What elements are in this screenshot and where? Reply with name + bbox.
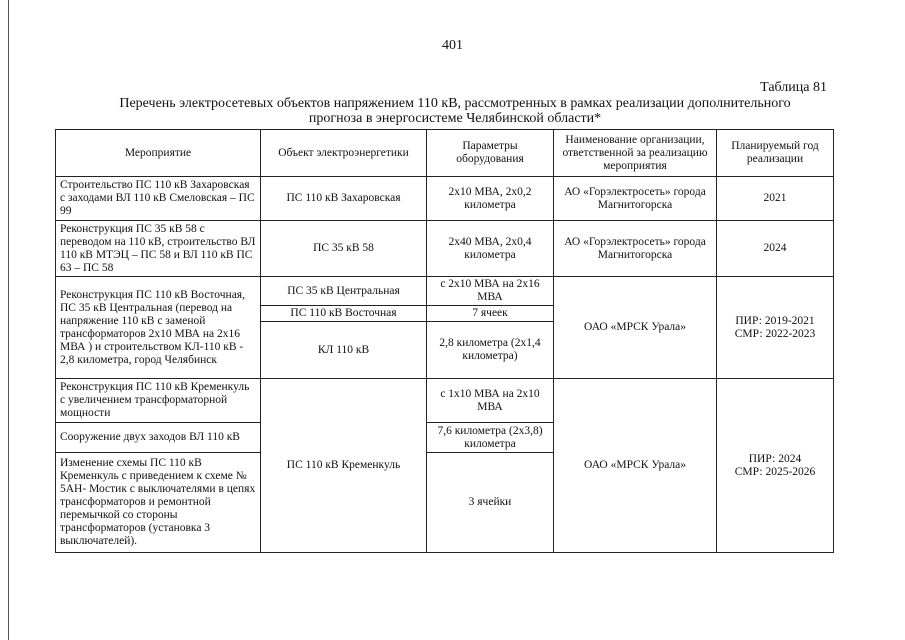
header-params: Параметры оборудования <box>427 130 554 177</box>
table-title <box>70 96 840 126</box>
year-smr: СМР: 2022-2023 <box>734 327 816 340</box>
cell-params: с 2х10 МВА на 2х16 МВА <box>427 277 554 306</box>
cell-object: ПС 35 кВ 58 <box>261 221 427 277</box>
cell-measure: Реконструкция ПС 35 кВ 58 с переводом на 110 кВ, строительство ВЛ 110 кВ МТЭЦ – ПС 58 и ВЛ 110 кВ ПС 63 – ПС 58 <box>56 221 261 277</box>
cell-measure: Строительство ПС 110 кВ Захаровская с заходами ВЛ 110 кВ Смеловская – ПС 99 <box>56 177 261 221</box>
cell-measure: Изменение схемы ПС 110 кВ Кременкуль с приведением к схеме № 5АН- Мостик с выключателями в цепях трансформаторов и ремонтной перемычкой со стороны трансформаторов (установка 3 выключателей). <box>56 453 261 553</box>
cell-params: 2,8 километра (2х1,4 километра) <box>427 322 554 379</box>
cell-object: КЛ 110 кВ <box>261 322 427 379</box>
cell-params: 7,6 километра (2х3,8) километра <box>427 423 554 453</box>
cell-org: АО «Горэлектросеть» города Магнитогорска <box>554 221 717 277</box>
header-year: Планируемый год реализации <box>717 130 834 177</box>
cell-year: 2024 <box>717 221 834 277</box>
cell-year <box>717 277 834 379</box>
title-line-1: Перечень электросетевых объектов напряжением 110 кВ, рассмотренных в рамках реализации дополнительного <box>119 96 791 111</box>
table-row <box>56 277 834 306</box>
cell-params: 7 ячеек <box>427 306 554 322</box>
cell-org: АО «Горэлектросеть» города Магнитогорска <box>554 177 717 221</box>
cell-params: с 1х10 МВА на 2х10 МВА <box>427 379 554 423</box>
cell-org: ОАО «МРСК Урала» <box>554 277 717 379</box>
page-edge-line <box>8 0 9 640</box>
page-number: 401 <box>442 38 463 53</box>
header-object: Объект электроэнергетики <box>261 130 427 177</box>
cell-object: ПС 35 кВ Центральная <box>261 277 427 306</box>
cell-measure: Сооружение двух заходов ВЛ 110 кВ <box>56 423 261 453</box>
cell-measure: Реконструкция ПС 110 кВ Восточная, ПС 35 кВ Центральная (перевод на напряжение 110 кВ с заменой трансформаторов 2х10 МВА на 2х16 МВА ) и строительством КЛ-110 кВ - 2,8 километра, город Челябинск <box>56 277 261 379</box>
year-pir: ПИР: 2019-2021 <box>735 314 815 327</box>
year-smr: СМР: 2025-2026 <box>734 465 816 478</box>
cell-org: ОАО «МРСК Урала» <box>554 379 717 553</box>
cell-params: 2х40 МВА, 2х0,4 километра <box>427 221 554 277</box>
table-row <box>56 379 834 423</box>
table-label: Таблица 81 <box>760 80 827 95</box>
cell-year: 2021 <box>717 177 834 221</box>
header-org: Наименование организации, ответственной за реализацию мероприятия <box>554 130 717 177</box>
table-row <box>56 221 834 277</box>
title-line-2: прогноза в энергосистеме Челябинской области* <box>308 111 602 126</box>
cell-object: ПС 110 кВ Восточная <box>261 306 427 322</box>
cell-params: 2х10 МВА, 2х0,2 километра <box>427 177 554 221</box>
cell-params: 3 ячейки <box>427 453 554 553</box>
cell-object: ПС 110 кВ Кременкуль <box>261 379 427 553</box>
cell-measure: Реконструкция ПС 110 кВ Кременкуль с увеличением трансформаторной мощности <box>56 379 261 423</box>
header-measure: Мероприятие <box>56 130 261 177</box>
cell-object: ПС 110 кВ Захаровская <box>261 177 427 221</box>
objects-table <box>55 129 834 553</box>
cell-year <box>717 379 834 553</box>
table-row <box>56 177 834 221</box>
header-row <box>56 130 834 177</box>
year-pir: ПИР: 2024 <box>748 452 802 465</box>
